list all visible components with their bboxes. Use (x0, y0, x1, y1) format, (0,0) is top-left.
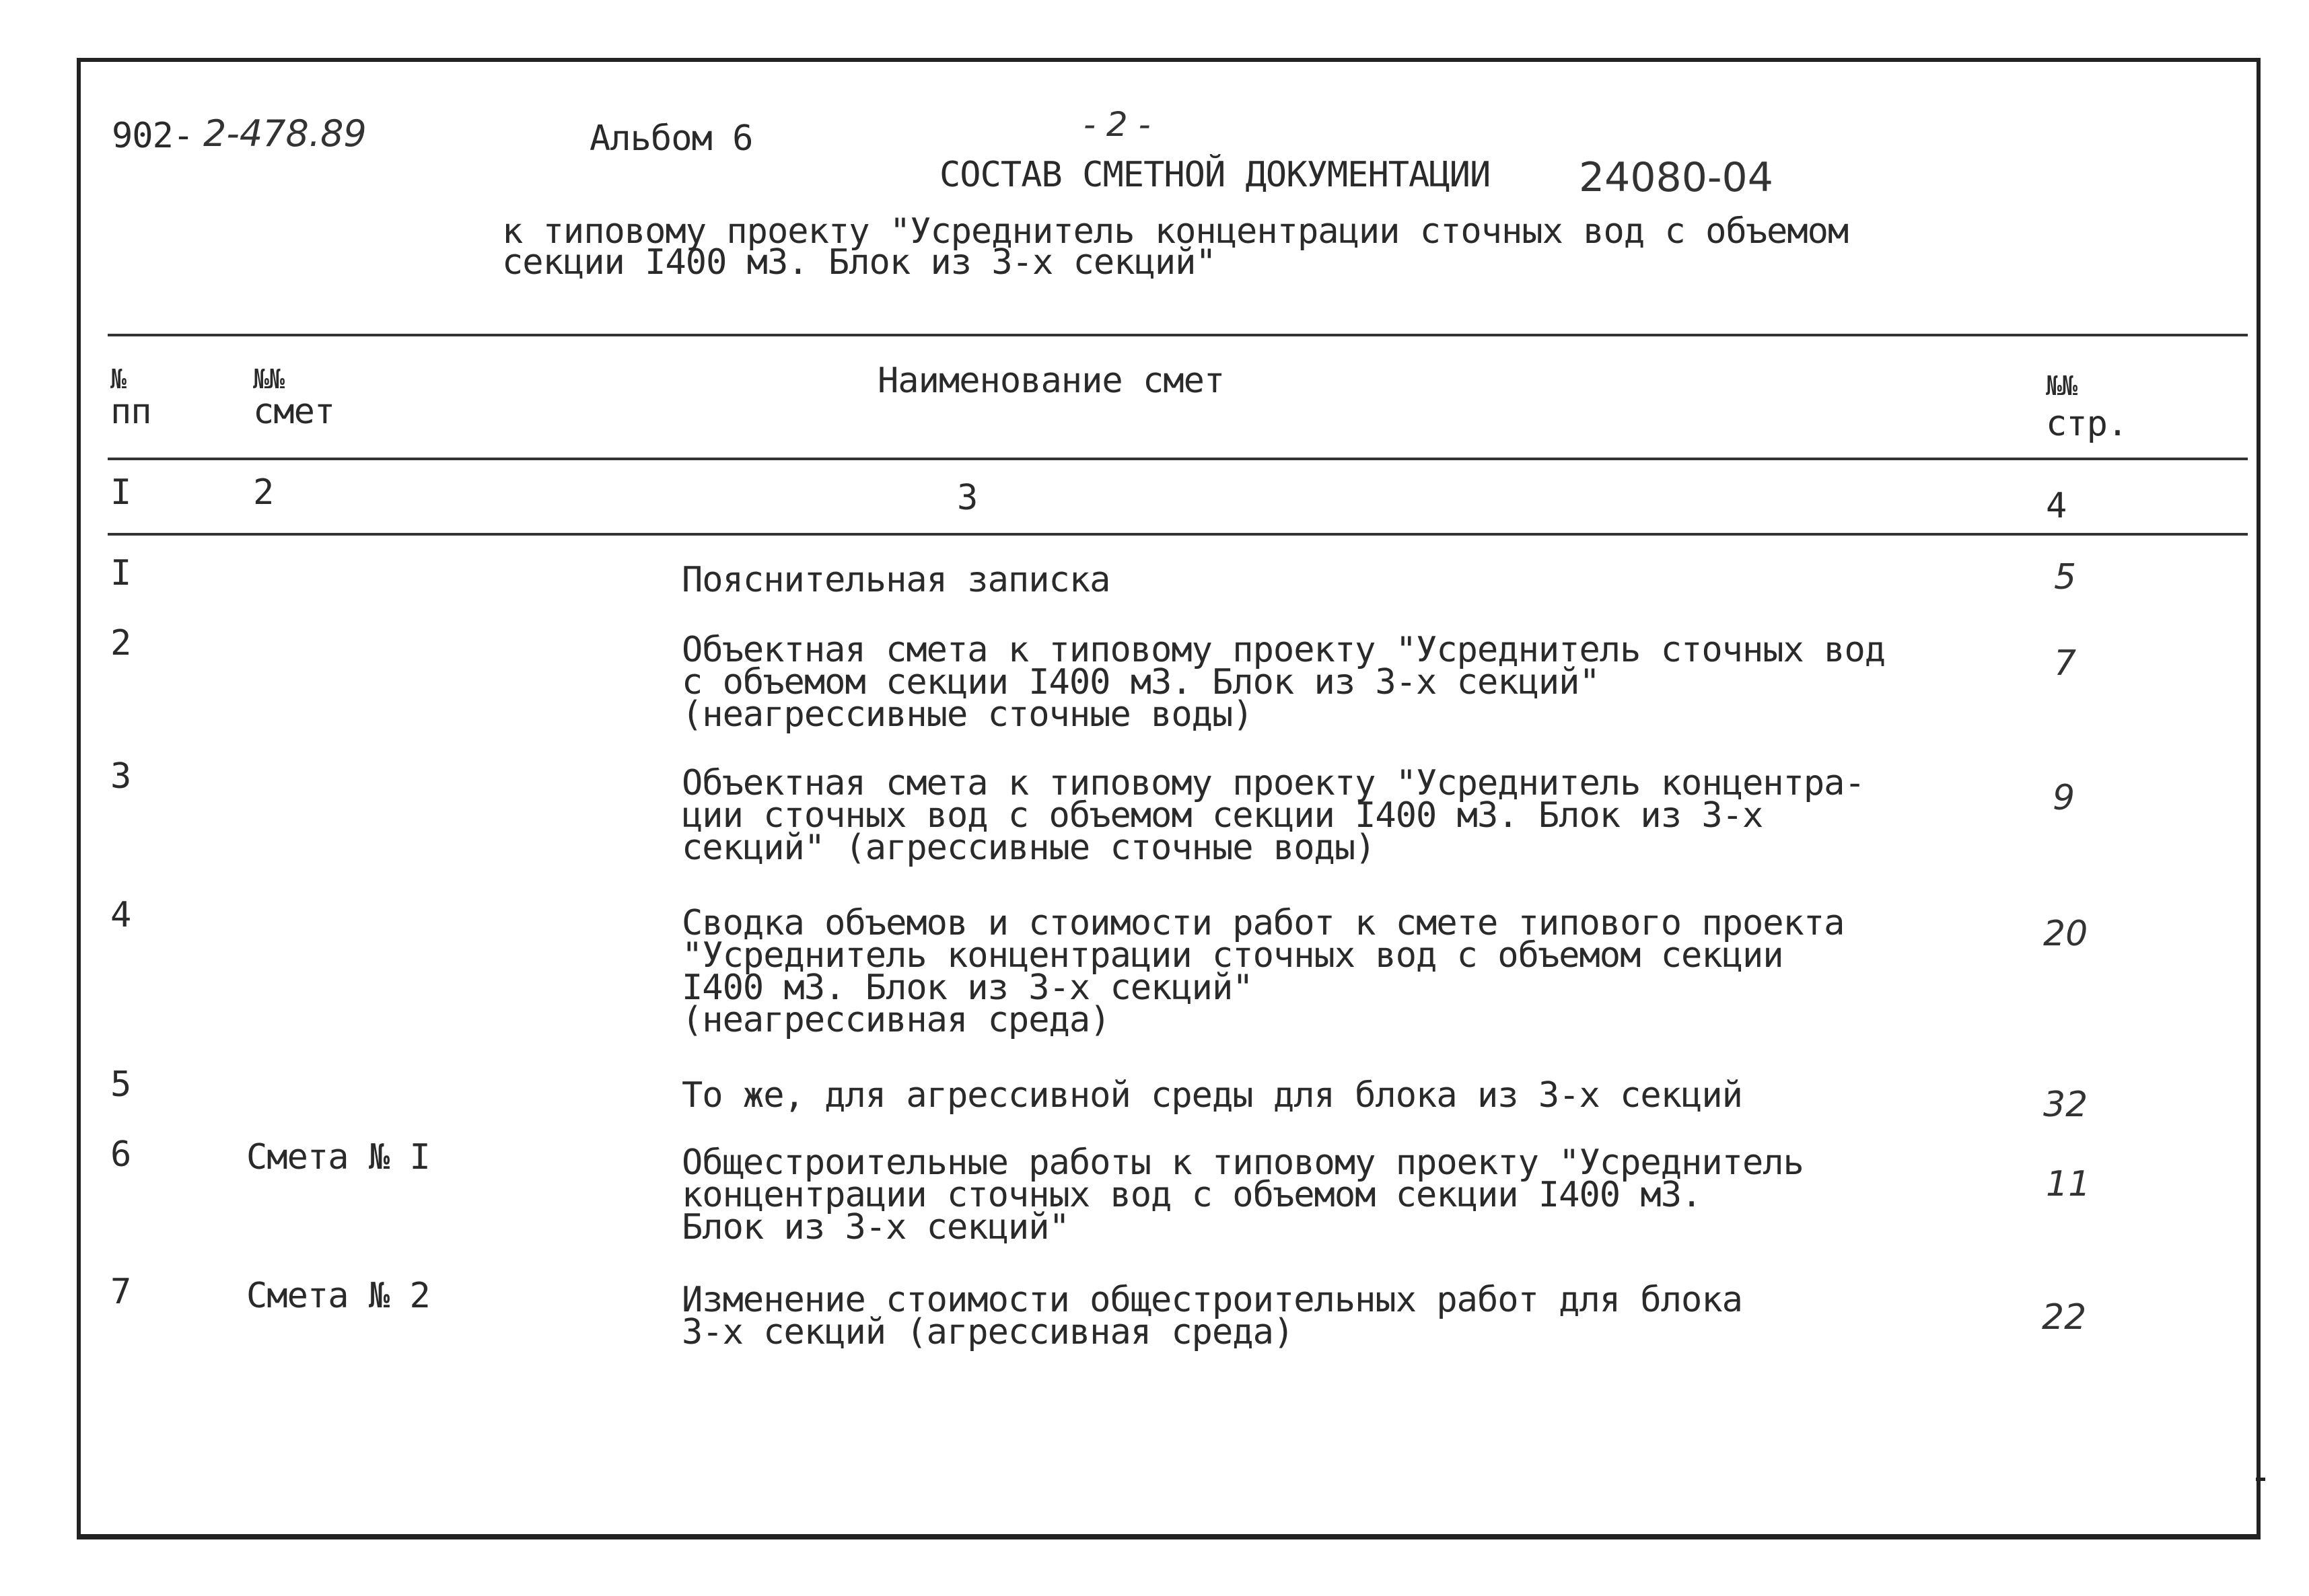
row-5-page: 32 (2043, 1085, 2088, 1125)
page-number: - 2 - (1084, 105, 1151, 144)
row-4-title (682, 903, 2028, 1040)
row-1-page: 5 (2054, 557, 2077, 597)
header-col4-line2: стр. (2046, 404, 2128, 444)
row-5-line-1: То же, для агрессивной среды для блока из 3-х секций (682, 1075, 1742, 1116)
column-number-4: 4 (2046, 486, 2067, 526)
row-6-estimate: Смета № I (246, 1137, 430, 1177)
row-4-number: 4 (110, 895, 131, 935)
album-label: Альбом 6 (590, 118, 753, 159)
document-code: 24080-04 (1579, 154, 1773, 201)
row-2-line-3: (неагрессивные сточные воды) (682, 694, 1253, 735)
row-2-page: 7 (2054, 643, 2077, 684)
row-6-title (682, 1142, 2028, 1247)
project-number-prefix: 902- (112, 116, 194, 156)
row-2-title (682, 630, 2028, 735)
row-3-line-2: ции сточных вод с объемом секции I400 м3. Блок из 3-х (682, 795, 1763, 836)
row-6-line-1: Общестроительные работы к типовому проекту "Усреднитель (682, 1142, 1804, 1183)
row-6-page: 11 (2046, 1164, 2091, 1204)
frame-tick-mark (2256, 1478, 2265, 1481)
row-7-number: 7 (110, 1272, 131, 1312)
row-4-line-4: (неагрессивная среда) (682, 1000, 1110, 1040)
row-4-page: 20 (2043, 914, 2088, 954)
row-4-line-2: "Усреднитель концентрации сточных вод с объемом секции (682, 935, 1783, 976)
table-top-rule (108, 334, 2248, 336)
header-col2-line1: №№ (253, 364, 285, 395)
header-col2-line2: смет (253, 392, 335, 432)
row-7-estimate: Смета № 2 (246, 1276, 430, 1316)
project-number-handwritten: 2-478.89 (203, 112, 367, 155)
header-col4-line1: №№ (2046, 371, 2077, 402)
row-4-line-1: Сводка объемов и стоимости работ к смете типового проекта (682, 903, 1845, 943)
row-2-number: 2 (110, 623, 131, 663)
row-1-line-1: Пояснительная записка (682, 560, 1110, 600)
subtitle-line-1: к типовому проекту "Усреднитель концентрации сточных вод с объемом (502, 211, 1849, 252)
row-1-title (682, 560, 2028, 600)
row-7-page: 22 (2042, 1297, 2087, 1338)
document-title: СОСТАВ СМЕТНОЙ ДОКУМЕНТАЦИИ (939, 155, 1491, 195)
row-7-line-2: 3-х секций (агрессивная среда) (682, 1312, 1294, 1352)
row-5-title (682, 1075, 2028, 1116)
row-6-line-3: Блок из 3-х секций" (682, 1207, 1069, 1247)
row-6-line-2: концентрации сточных вод с объемом секции I400 м3. (682, 1175, 1702, 1215)
row-3-line-3: секций" (агрессивные сточные воды) (682, 828, 1376, 868)
row-2-line-2: с объемом секции I400 м3. Блок из 3-х секций" (682, 662, 1600, 702)
column-number-2: 2 (253, 472, 274, 513)
subtitle-line-2: секции I400 м3. Блок из 3-х секций" (502, 242, 1216, 283)
row-3-page: 9 (2053, 778, 2075, 818)
header-col1-line1: № (110, 364, 127, 395)
header-col1-line2: пп (110, 392, 151, 432)
column-number-1: I (110, 472, 131, 513)
row-3-line-1: Объектная смета к типовому проекту "Усреднитель концентра- (682, 763, 1865, 803)
row-3-number: 3 (110, 756, 131, 797)
row-1-number: I (110, 553, 131, 593)
header-bottom-rule (108, 458, 2248, 460)
header-col3: Наименование смет (878, 361, 1225, 401)
column-numbers-rule (108, 533, 2248, 536)
row-2-line-1: Объектная смета к типовому проекту "Усреднитель сточных вод (682, 630, 1886, 670)
row-7-title (682, 1280, 2028, 1352)
column-number-3: 3 (957, 478, 978, 518)
row-5-number: 5 (110, 1064, 131, 1105)
row-7-line-1: Изменение стоимости общестроительных работ для блока (682, 1280, 1742, 1320)
row-6-number: 6 (110, 1134, 131, 1175)
row-3-title (682, 763, 2028, 868)
row-4-line-3: I400 м3. Блок из 3-х секций" (682, 968, 1253, 1008)
